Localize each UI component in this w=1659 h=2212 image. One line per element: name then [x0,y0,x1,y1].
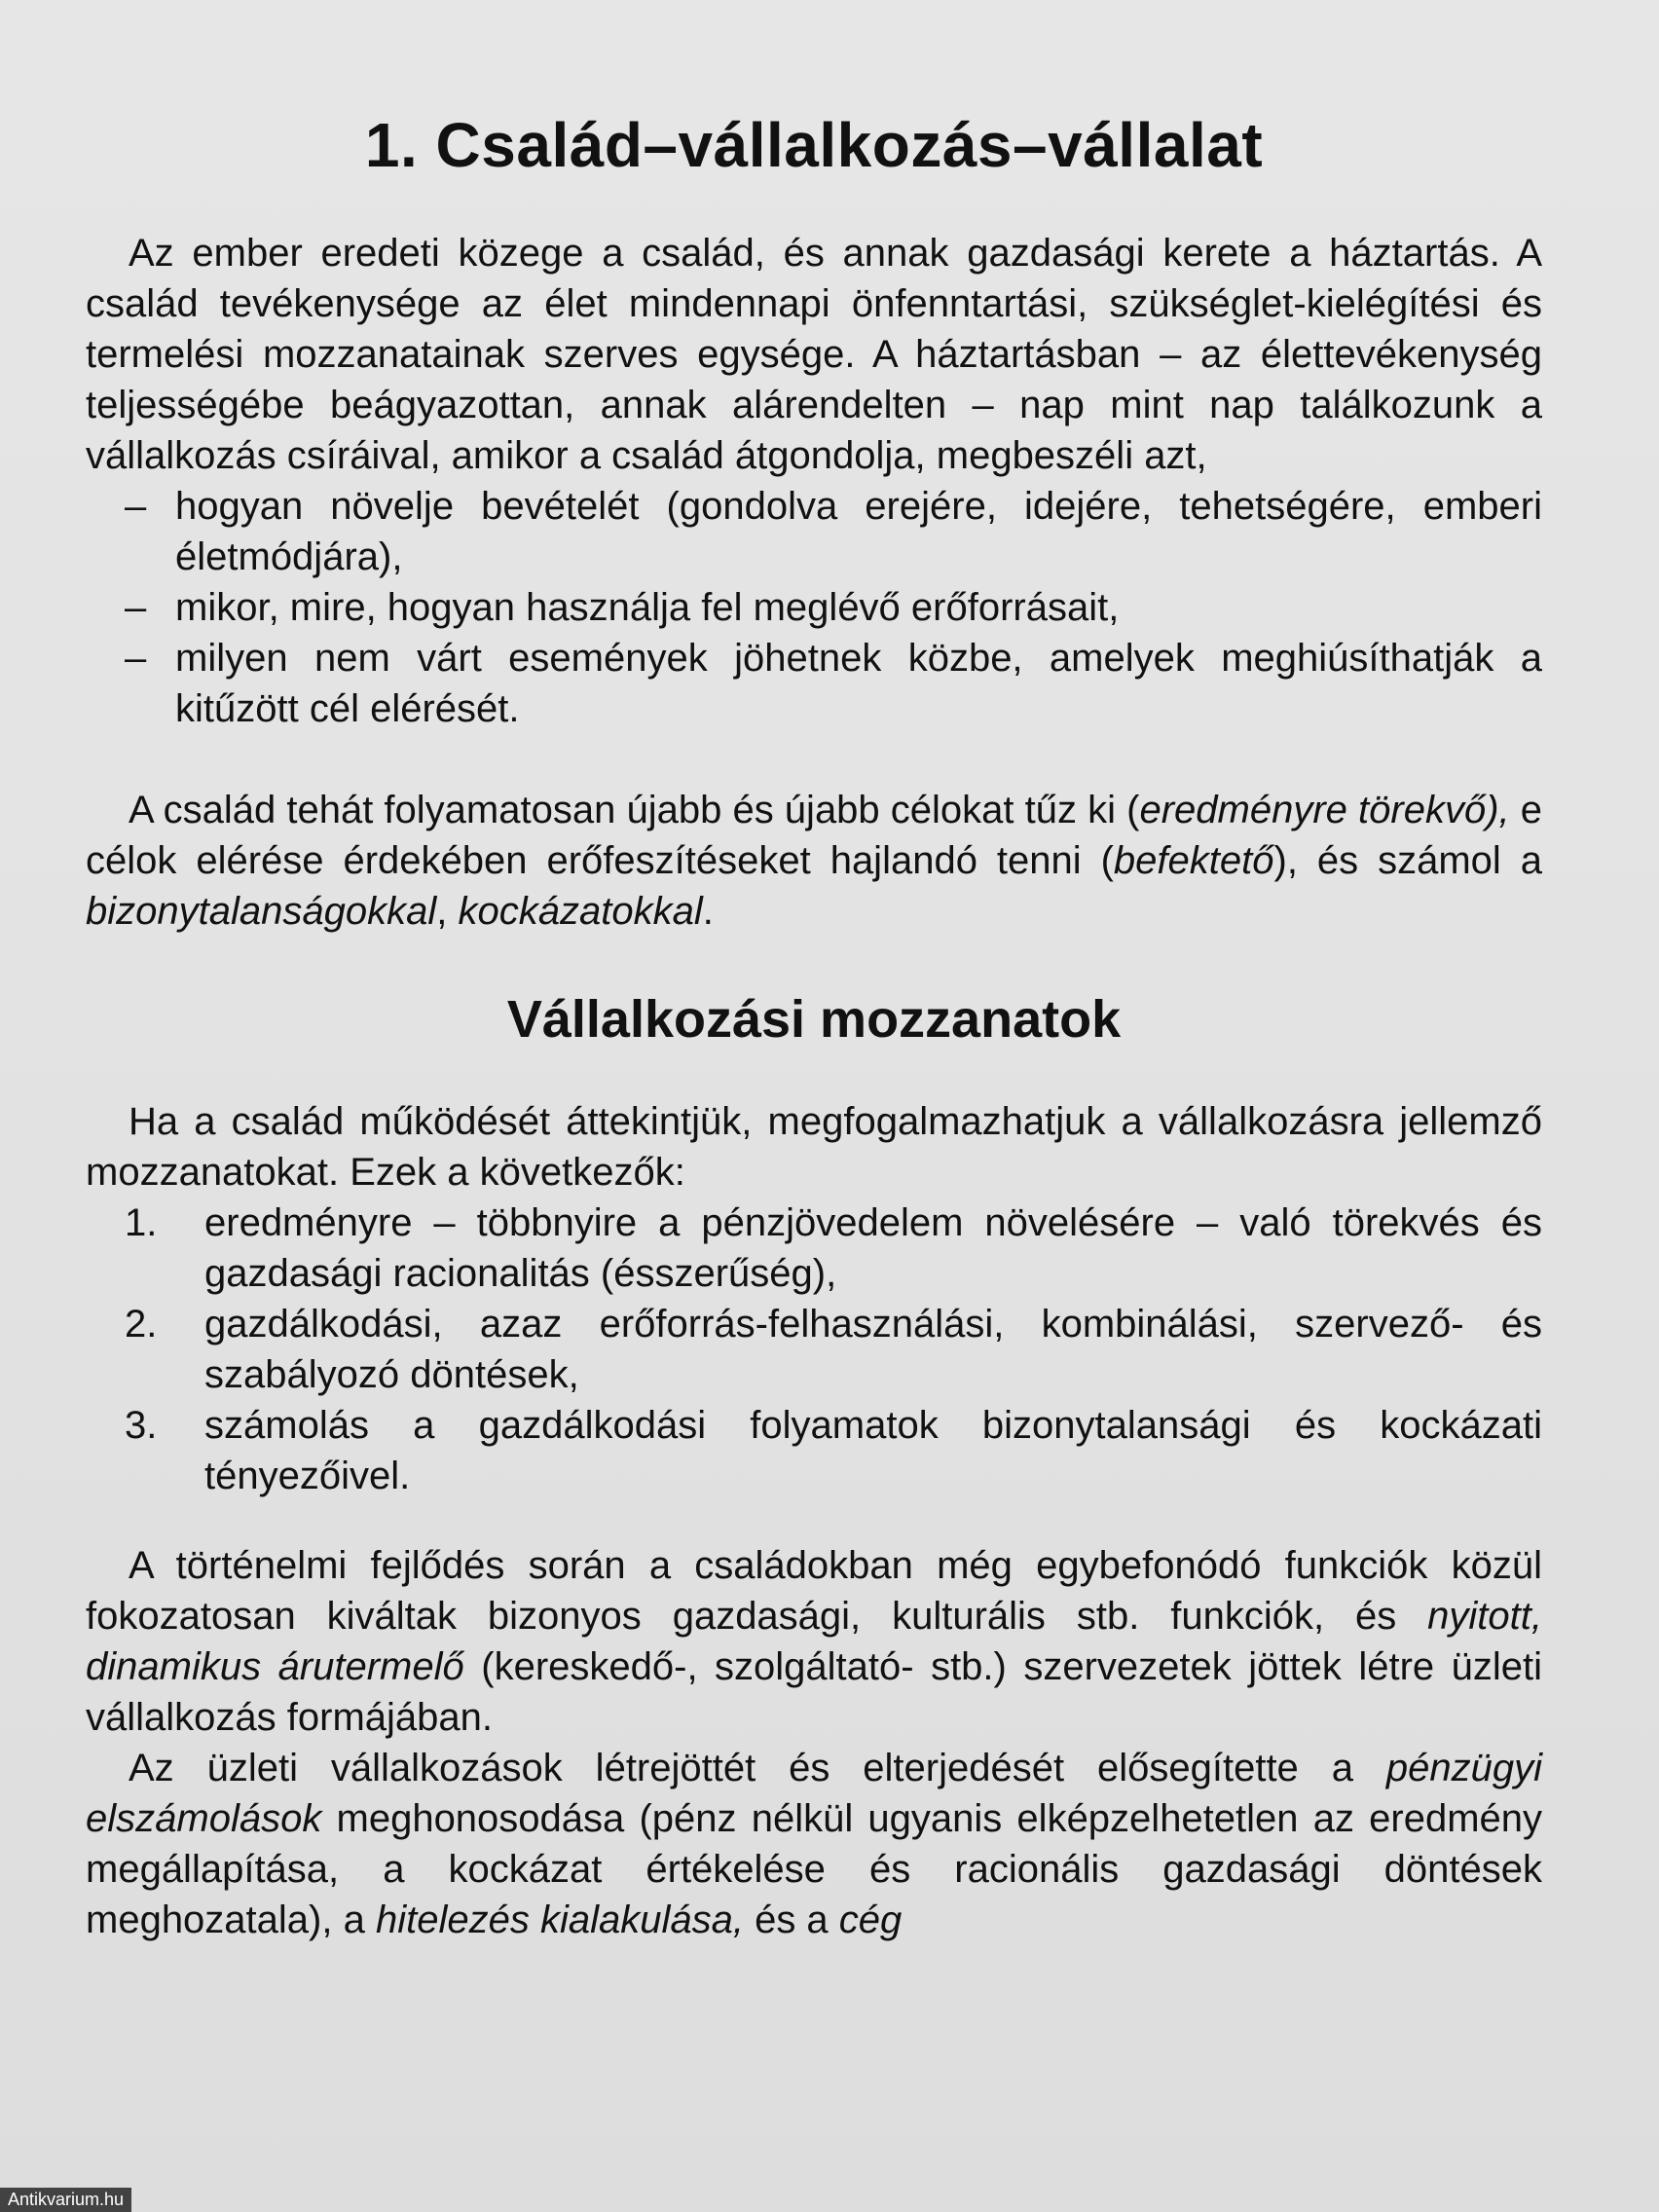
section-heading: Vállalkozási mozzanatok [506,990,1122,1049]
text-run: e célok elérése érdekében erőfeszítéseket hajlandó tenni ( [86,789,1543,882]
numbered-list [86,1198,1542,1501]
paragraph-history [86,1540,1542,1743]
item-number: 1. [125,1201,158,1244]
italic-run: befektető [1113,839,1274,882]
text-run: A történelmi fejlődés során a családokban még egybefonódó funkciók közül fokozatosan kiváltak bizonyos gazdasági, kulturális stb. funkciók, és [86,1544,1542,1638]
paragraph-business [86,1743,1542,1945]
bullet-text: milyen nem várt események jöhetnek közbe, amelyek meghiúsíthatják a kitűzött cél elérését. [175,637,1542,730]
text-run: . [702,890,714,933]
bullet-dash: – [125,586,147,629]
bullet-item [86,582,1542,633]
numbered-item [86,1198,1542,1299]
text-run: meghonosodása (pénz nélkül ugyanis elképzelhetetlen az eredmény megállapítása, a kockázat értékelése és racionális gazdasági döntések meghozatala), a [86,1797,1542,1941]
item-text: számolás a gazdálkodási folyamatok bizonytalansági és kockázati tényezőivel. [204,1404,1542,1497]
paragraph-intro: Az ember eredeti közege a család, és annak gazdasági kerete a háztartás. A család tevékenysége az élet mindennapi önfenntartási, szükséglet-kielégítési és termelési mozzanatainak szerves egysége. A háztartásban – az élettevékenység teljességébe beágyazottan, annak alárendelten – nap mint nap találkozunk a vállalkozás csíráival, amikor a család átgondolja, megbeszéli azt, [86,232,1542,477]
text-run: Az üzleti vállalkozások létrejöttét és elterjedését elősegítette a [129,1747,1386,1789]
bullet-item [86,633,1542,734]
chapter-heading: 1. Család–vállalkozás–vállalat [364,110,1264,180]
text-run: (kereskedő-, szolgáltató- stb.) szervezetek jöttek létre üzleti vállalkozás formájában. [86,1645,1543,1739]
item-number: 3. [125,1404,158,1447]
watermark-logo: Antikvarium.hu [0,2188,131,2212]
italic-run: eredményre törekvő), [1139,789,1510,831]
bullet-dash: – [125,637,147,680]
numbered-item [86,1299,1542,1400]
item-number: 2. [125,1303,158,1346]
text-run: és a [743,1899,839,1941]
bullet-item [86,481,1542,582]
italic-run: pénzügyi elszámolások [86,1747,1542,1840]
italic-run: nyitott, dinamikus árutermelő [86,1595,1542,1688]
italic-run: bizonytalanságokkal [86,890,437,933]
bullet-dash: – [125,485,147,528]
italic-run: kockázatokkal [458,890,703,933]
text-run: ), és számol a [1273,839,1542,882]
bullet-list [86,481,1542,734]
italic-run: cég [838,1899,903,1941]
italic-run: hitelezés kialakulása, [375,1899,744,1941]
text-run: , [436,890,459,933]
paragraph-moments-intro: Ha a család működését áttekintjük, megfogalmazhatjuk a vállalkozásra jellemző mozzanatokat. Ezek a következők: [86,1100,1542,1194]
numbered-item [86,1400,1542,1501]
text-run: A család tehát folyamatosan újabb és újabb célokat tűz ki ( [129,789,1140,831]
item-text: eredményre – többnyire a pénzjövedelem növelésére – való törekvés és gazdasági racionalitás (ésszerűség), [204,1201,1542,1295]
bullet-text: mikor, mire, hogyan használja fel meglévő erőforrásait, [175,586,1120,629]
item-text: gazdálkodási, azaz erőforrás-felhasználási, kombinálási, szervező- és szabályozó döntések, [204,1303,1542,1396]
page-content [86,109,1542,1945]
paragraph-family-goals [86,785,1542,937]
bullet-text: hogyan növelje bevételét (gondolva erejére, idejére, tehetségére, emberi életmódjára), [175,485,1542,578]
